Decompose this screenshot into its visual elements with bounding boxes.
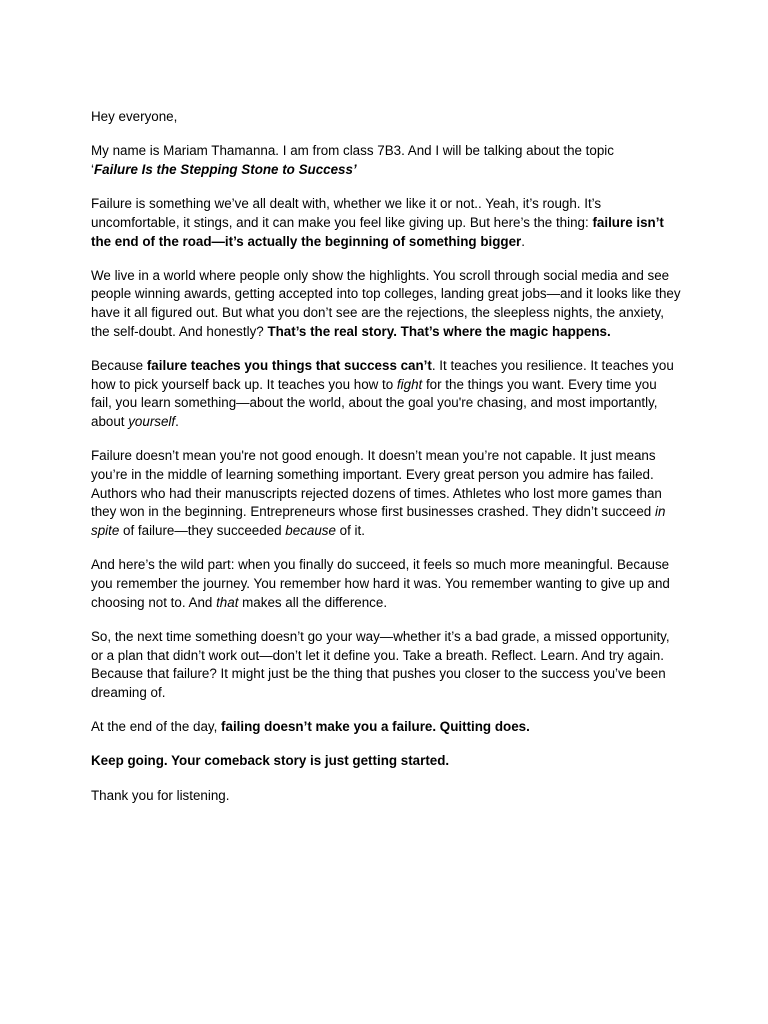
paragraph-3-text-2: . It teaches you resilience. It teaches you how to pick yourself back up. It teaches you how to xyxy=(91,358,674,392)
paragraph-4-italic-2: because xyxy=(285,523,336,539)
paragraph-4-italic-1: in spite xyxy=(91,504,666,539)
paragraph-7 xyxy=(91,718,681,737)
paragraph-8 xyxy=(91,752,681,771)
paragraph-3-text-4: . xyxy=(175,414,179,430)
paragraph-5-text-1: And here’s the wild part: when you finally do succeed, it feels so much more meaningful. Because you remember the journey. You remember how hard it was. You remember wanting to give up and choosing not to. And xyxy=(91,557,670,610)
paragraph-3-emphasis: failure teaches you things that success can’t xyxy=(146,358,432,374)
speech-topic: Failure Is the Stepping Stone to Success’ xyxy=(93,161,357,177)
closing-text: Thank you for listening. xyxy=(91,787,230,803)
topic-quote-mark: ‘ xyxy=(91,161,94,177)
paragraph-3-text-3: for the things you want. Every time you fail, you learn something—about the world, about the goal you're chasing, and most importantly, about xyxy=(91,376,658,430)
paragraph-5-italic: that xyxy=(216,594,239,610)
paragraph-4 xyxy=(91,447,681,541)
paragraph-8-emphasis: Keep going. Your comeback story is just getting started. xyxy=(91,753,450,769)
speech-text xyxy=(91,108,681,821)
paragraph-1-text: Failure is something we’ve all dealt with, whether we like it or not.. Yeah, it’s rough. It’s uncomfortable, it stings, and it can make you feel like giving up. But here’s the thing: xyxy=(91,196,602,230)
paragraph-6-text: So, the next time something doesn’t go your way—whether it’s a bad grade, a missed opportunity, or a plan that didn’t work out—don’t let it define you. Take a breath. Reflect. Learn. And try again. Because that failure? It might just be the thing that pushes you closer to the success you’ve been dreaming of. xyxy=(91,628,670,701)
intro-text: My name is Mariam Thamanna. I am from class 7B3. And I will be talking about the topic xyxy=(91,143,614,159)
closing xyxy=(91,787,681,806)
paragraph-7-emphasis: failing doesn’t make you a failure. Quitting does. xyxy=(221,719,530,735)
paragraph-5 xyxy=(91,556,681,612)
paragraph-3-italic-2: yourself xyxy=(128,414,176,430)
paragraph-2 xyxy=(91,267,681,342)
paragraph-7-text: At the end of the day, xyxy=(91,719,222,735)
paragraph-3 xyxy=(91,357,681,432)
greeting xyxy=(91,108,681,127)
paragraph-6 xyxy=(91,628,681,703)
paragraph-3-italic-1: fight xyxy=(396,376,423,392)
paragraph-4-text-2: of failure—they succeeded xyxy=(119,523,286,539)
greeting-text: Hey everyone, xyxy=(91,109,178,124)
paragraph-1-emphasis: failure isn’t the end of the road—it’s actually the beginning of something bigger xyxy=(91,214,664,249)
intro-paragraph xyxy=(91,142,681,179)
paragraph-2-text: We live in a world where people only show the highlights. You scroll through social media and see people winning awards, getting accepted into top colleges, landing great jobs—and it looks like they have it all figured out. But what you don’t see are the rejections, the sleepless nights, the anxiety, the self-doubt. And honestly? xyxy=(91,267,681,339)
paragraph-1 xyxy=(91,195,681,251)
paragraph-3-text-1: Because xyxy=(91,358,147,374)
paragraph-1-end: . xyxy=(521,233,525,249)
paragraph-4-text-1: Failure doesn’t mean you're not good enough. It doesn’t mean you’re not capable. It just means you’re in the middle of learning something important. Every great person you admire has failed. Authors who had their manuscripts rejected dozens of times. Athletes who lost more games than they won in the beginning. Entrepreneurs whose first businesses crashed. They didn’t succeed xyxy=(91,448,662,520)
paragraph-4-text-3: of it. xyxy=(335,523,365,539)
paragraph-2-emphasis: That’s the real story. That’s where the magic happens. xyxy=(267,323,611,339)
paragraph-5-text-2: makes all the difference. xyxy=(238,594,388,610)
